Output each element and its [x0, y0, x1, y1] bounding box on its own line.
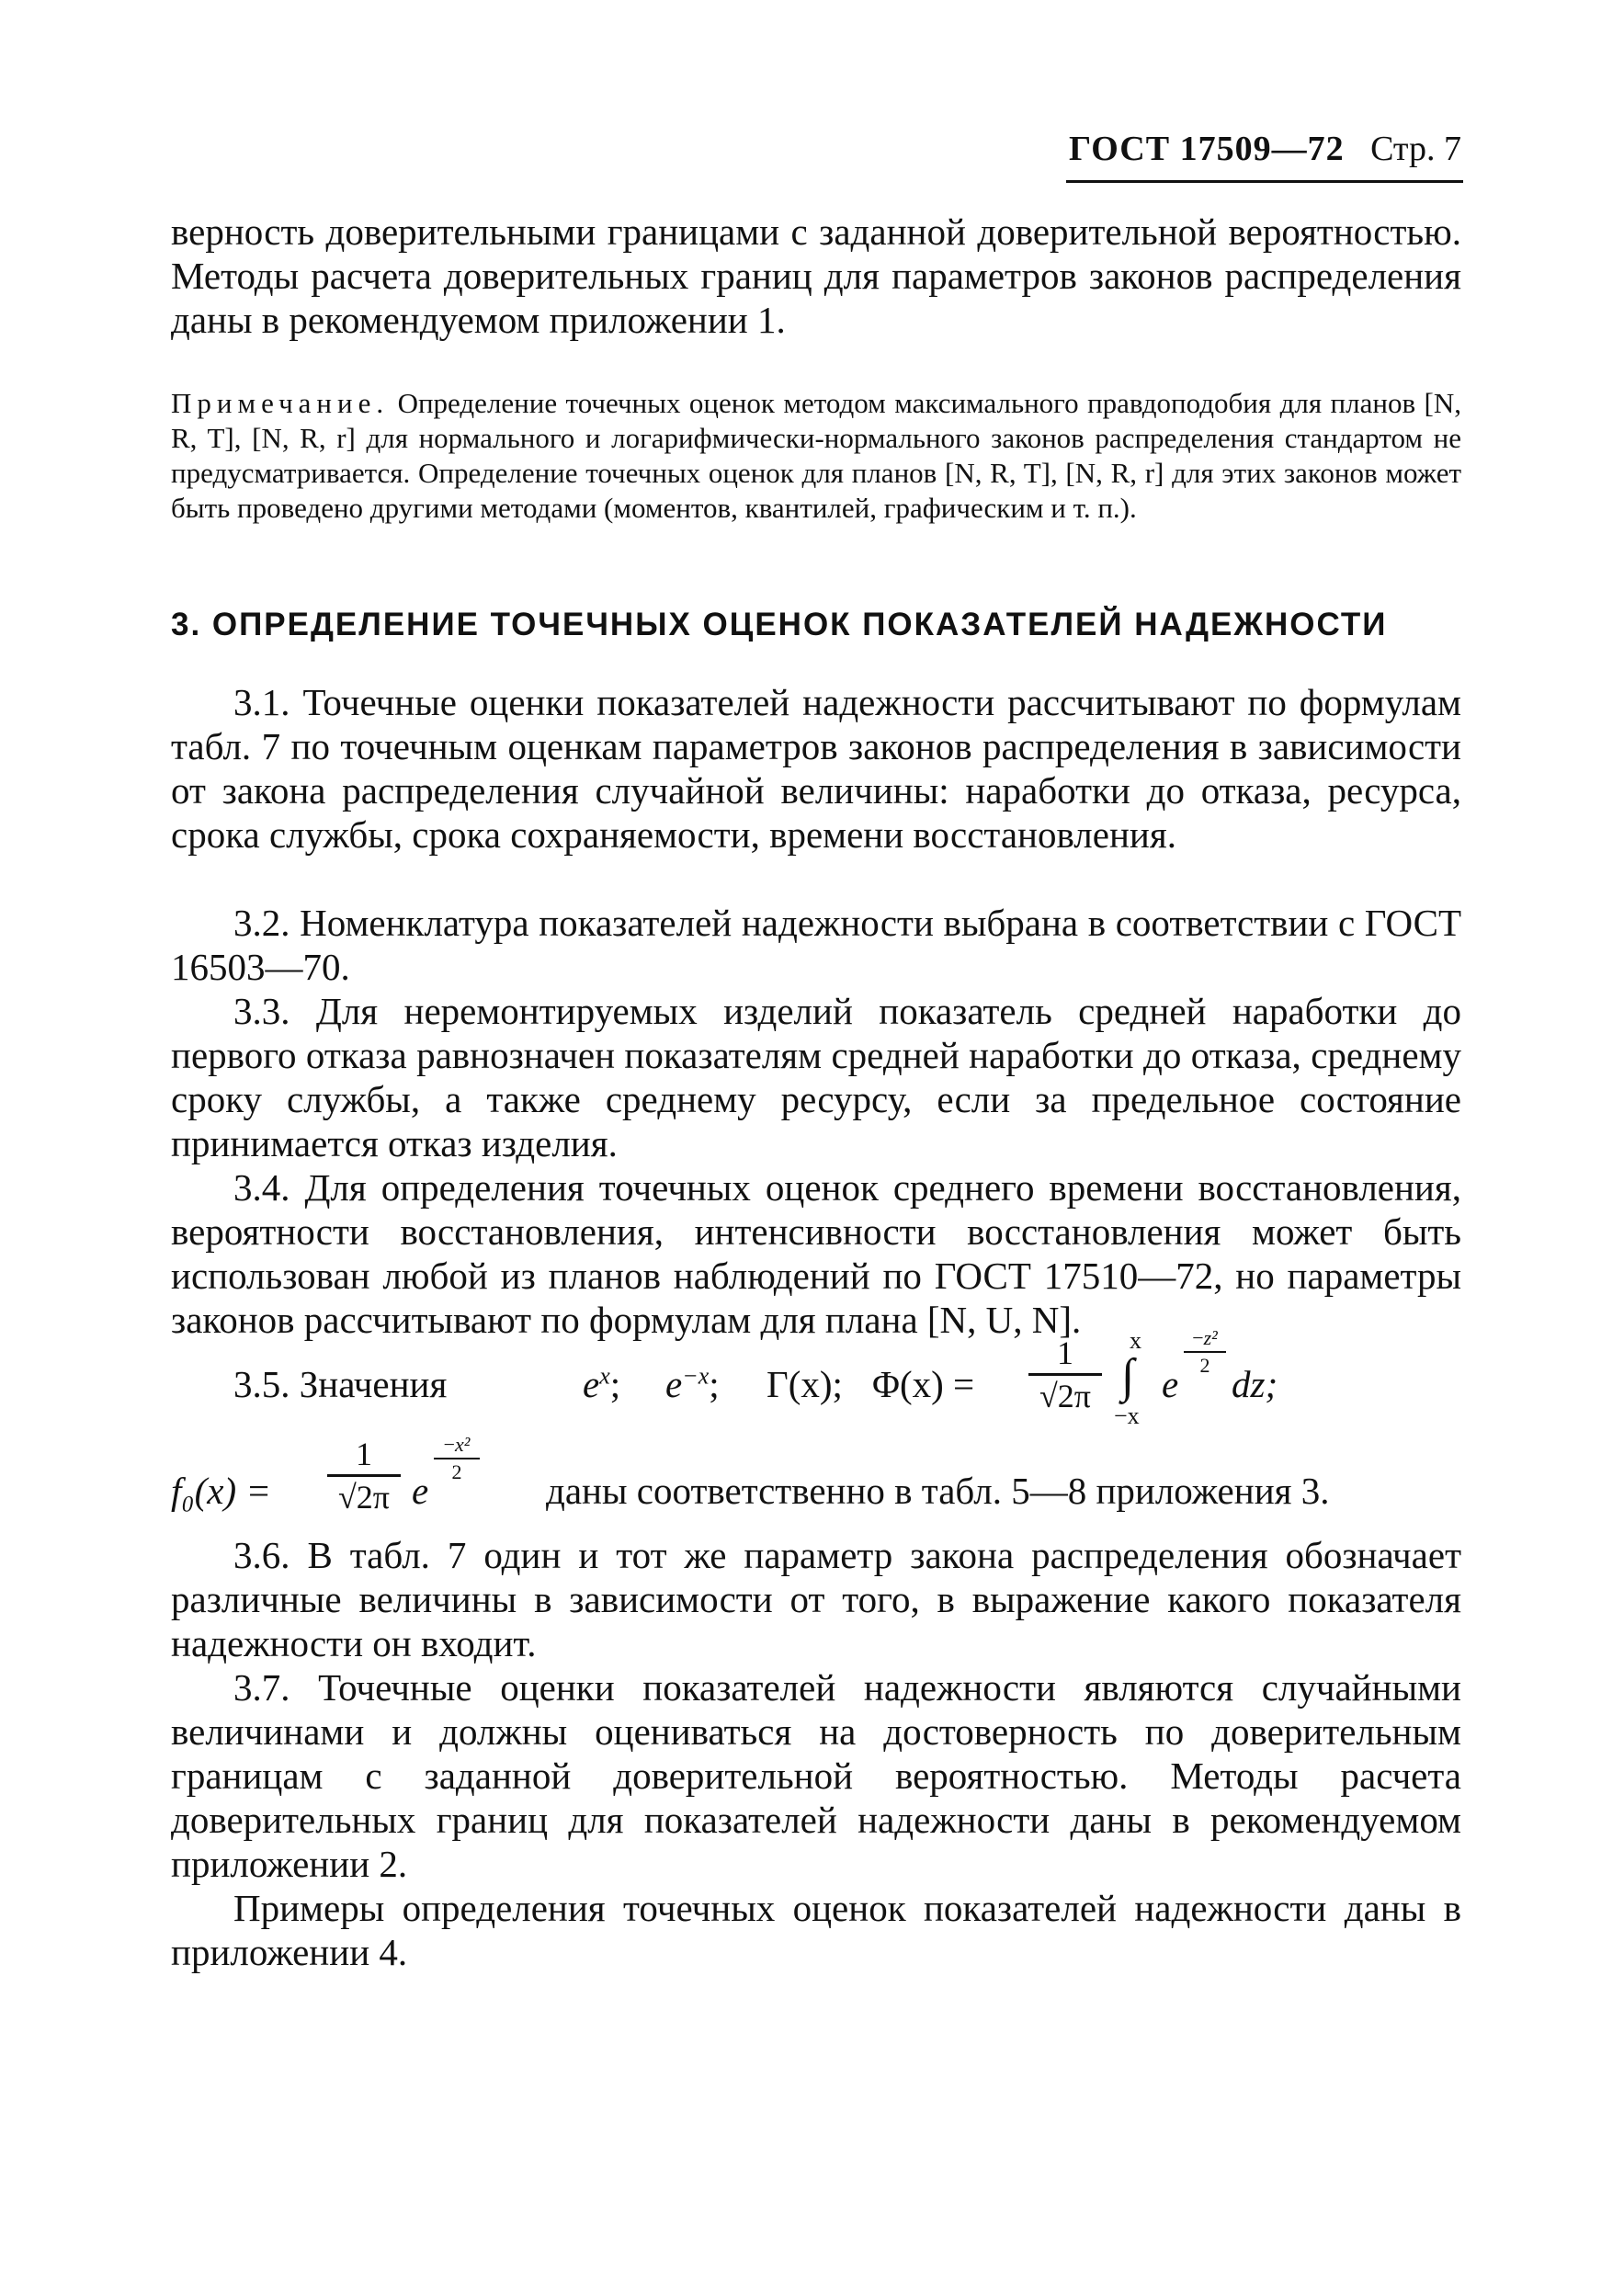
exp-negative: $e^{-x}$;: [665, 1362, 720, 1405]
phi-function: Φ(x) =: [872, 1363, 975, 1405]
formula-3-5-line1: [233, 1326, 1465, 1429]
intro-paragraph: верность доверительными границами с заданной доверительной вероятностью. Методы расчета доверительных границ для параметров законов распределения даны в рекомендуемом приложении 1.: [171, 210, 1461, 341]
integral-upper: x: [1130, 1327, 1141, 1354]
f0-exponent: −x² 2: [434, 1434, 480, 1483]
integrand-e: e: [1162, 1363, 1179, 1405]
formula-label: 3.5. Значения: [233, 1363, 448, 1405]
formula-3-5-line2: [171, 1434, 1461, 1535]
f0-e: e: [412, 1470, 429, 1512]
paragraph-3-1: 3.1. Точечные оценки показателей надежности рассчитывают по формулам табл. 7 по точечным оценкам параметров законов распределения в зависимости от закона распределения случайной величины: наработки до отказа, ресурса, срока службы, срока сохраняемости, времени восстановления.: [171, 681, 1461, 856]
paragraph-examples: Примеры определения точечных оценок показателей надежности даны в приложении 4.: [171, 1887, 1461, 1973]
integral-lower: −x: [1114, 1403, 1140, 1429]
paragraph-3-2: 3.2. Номенклатура показателей надежности выбрана в соответствии с ГОСТ 16503—70.: [171, 902, 1461, 988]
paragraph-3-6: 3.6. В табл. 7 один и тот же параметр закона распределения обозначает различные величины в зависимости от того, в выражение какого показателя надежности он входит.: [171, 1534, 1461, 1664]
paragraph-3-3: 3.3. Для неремонтируемых изделий показатель средней наработки до первого отказа равнозначен показателям средней наработки до отказа, среднему сроку службы, а также среднему ресурсу, если за предельное состояние принимается отказ изделия.: [171, 990, 1461, 1164]
paragraph-3-7: 3.7. Точечные оценки показателей надежности являются случайными величинами и должны оцениваться на достоверность по доверительным границам с заданной доверительной вероятностью. Методы расчета доверительных границ для показателей надежности даны в рекомендуемом приложении 2.: [171, 1666, 1461, 1885]
standard-number: ГОСТ 17509—72: [1069, 130, 1345, 168]
page-header: [1068, 129, 1461, 169]
phi-fraction: 1 √2π: [1028, 1334, 1102, 1414]
page-number: Стр. 7: [1370, 130, 1461, 168]
differential: dz;: [1232, 1363, 1278, 1405]
gamma-function: Γ(x);: [767, 1363, 843, 1405]
f0-function: f₀(x) =: [171, 1470, 272, 1512]
note-text: Определение точечных оценок методом максимального правдоподобия для планов [N, R, T], [N, R, r] для нормального и логарифмически-нормального законов распределения стандартом не предусматривается. Определение точечных оценок для планов [N, R, T], [N, R, r] для этих законов может быть проведено другими методами (моментов, квантилей, графическим и т. п.).: [171, 387, 1461, 524]
note-label: Примечание.: [171, 387, 390, 419]
exp-positive: $e^x$;: [583, 1362, 621, 1405]
integral-sign: ∫: [1121, 1350, 1135, 1403]
paragraph-3-4: 3.4. Для определения точечных оценок среднего времени восстановления, вероятности восстановления, интенсивности восстановления может быть использован любой из планов наблюдений по ГОСТ 17510—72, но параметры законов рассчитывают по формулам для плана [N, U, N].: [171, 1166, 1461, 1341]
section-heading: 3. ОПРЕДЕЛЕНИЕ ТОЧЕЧНЫХ ОЦЕНОК ПОКАЗАТЕЛЕЙ НАДЕЖНОСТИ: [171, 607, 1388, 642]
f0-fraction: 1 √2π: [327, 1436, 401, 1516]
note-block: [171, 386, 1461, 526]
header-rule: [1066, 180, 1463, 183]
formula-tail: даны соответственно в табл. 5—8 приложения 3.: [546, 1470, 1330, 1512]
integrand-exponent: −z² 2: [1184, 1327, 1226, 1377]
